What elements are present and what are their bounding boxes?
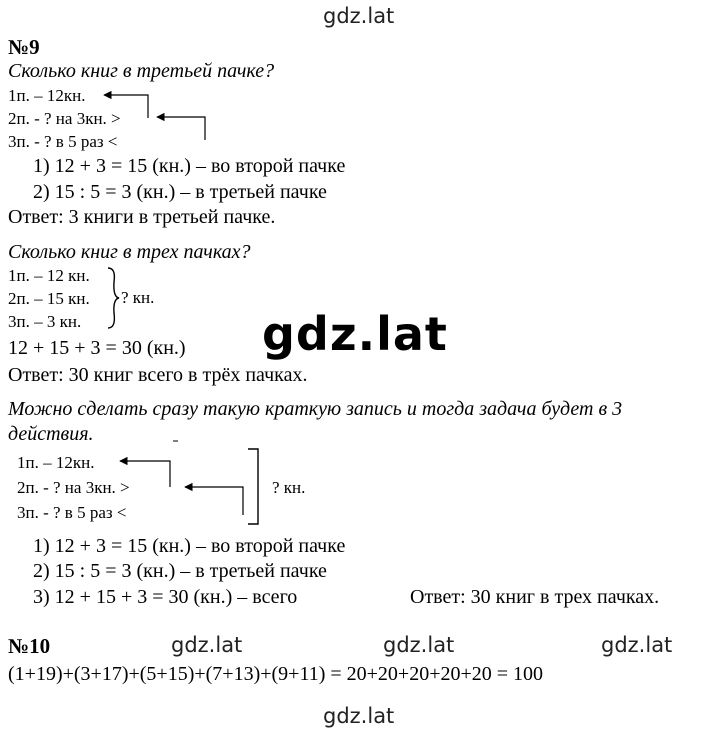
task-9-question-1: Сколько книг в третьей пачке? <box>8 60 275 82</box>
note-3-total: ? кн. <box>272 478 306 497</box>
watermark-row-1: gdz.lat <box>171 633 243 657</box>
remark-line-1: Можно сделать сразу такую краткую запись и тогда задача будет в 3 <box>8 398 623 420</box>
note-2-line-2: 2п. – 15 кн. <box>8 289 90 308</box>
solution-3-step-1: 1) 12 + 3 = 15 (кн.) – во второй пачке <box>33 535 346 557</box>
watermark-bottom: gdz.lat <box>323 704 395 728</box>
answer-2: Ответ: 30 книг всего в трёх пачках. <box>8 364 308 386</box>
note-2-line-3: 3п. – 3 кн. <box>8 312 82 331</box>
task-10-number: №10 <box>8 634 51 658</box>
watermark-row-3: gdz.lat <box>601 633 673 657</box>
answer-1: Ответ: 3 книги в третьей пачке. <box>8 206 276 228</box>
note-1-line-3: 3п. - ? в 5 раз < <box>8 132 118 151</box>
solution-1-step-2: 2) 15 : 5 = 3 (кн.) – в третьей пачке <box>33 181 327 203</box>
watermark-row-2: gdz.lat <box>383 633 455 657</box>
watermark-top: gdz.lat <box>323 4 395 28</box>
solution-2: 12 + 15 + 3 = 30 (кн.) <box>8 337 186 359</box>
answer-3: Ответ: 30 книг в трех пачках. <box>410 586 660 608</box>
note-3-line-3: 3п. - ? в 5 раз < <box>17 503 127 522</box>
note-1-arrow-to-second <box>157 117 205 140</box>
note-2-line-1: 1п. – 12 кн. <box>8 266 90 285</box>
note-1-arrow-to-first <box>104 95 148 118</box>
note-3-arrow-to-second <box>185 487 243 515</box>
solution-1-step-1: 1) 12 + 3 = 15 (кн.) – во второй пачке <box>33 155 346 177</box>
watermark-center: gdz.lat <box>262 307 448 361</box>
solution-3-step-3: 3) 12 + 15 + 3 = 30 (кн.) – всего <box>33 586 298 608</box>
note-2-total: ? кн. <box>121 288 155 307</box>
note-1-line-1: 1п. – 12кн. <box>8 86 86 105</box>
note-2-brace <box>108 268 119 328</box>
task-9-question-2: Сколько книг в трех пачках? <box>8 241 251 263</box>
note-3-bracket <box>248 449 258 524</box>
task-9-number: №9 <box>8 35 40 59</box>
remark-line-2: действия. <box>8 423 94 445</box>
solution-3-step-2: 2) 15 : 5 = 3 (кн.) – в третьей пачке <box>33 560 327 582</box>
task-10-expression: (1+19)+(3+17)+(5+15)+(7+13)+(9+11) = 20+20+20+20+20 = 100 <box>8 663 544 685</box>
note-3-arrow-to-first <box>120 461 170 487</box>
note-3-line-1: 1п. – 12кн. <box>17 453 95 472</box>
note-3-line-2: 2п. - ? на 3кн. > <box>17 478 130 497</box>
note-1-line-2: 2п. - ? на 3кн. > <box>8 109 121 128</box>
